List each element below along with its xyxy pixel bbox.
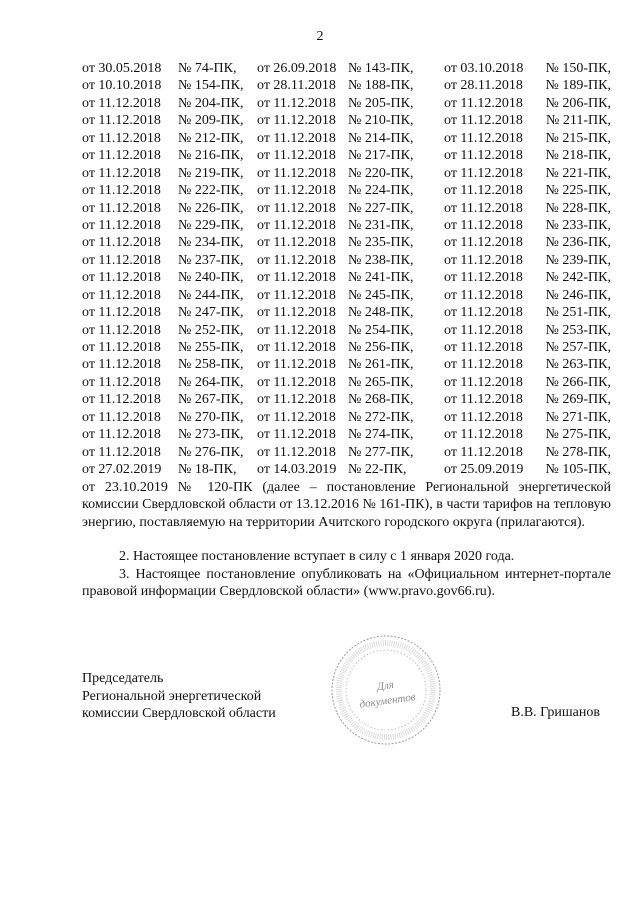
- page-number: 2: [316, 29, 324, 44]
- resolutions-row: [82, 269, 611, 286]
- resolution-number: № 150-ПК,: [545, 61, 611, 76]
- resolution-date: от 11.12.2018: [82, 357, 161, 373]
- resolution-number: № 238-ПК,: [348, 252, 414, 268]
- resolution-number: № 229-ПК,: [178, 217, 244, 233]
- resolution-number: № 216-ПК,: [178, 148, 244, 164]
- resolution-number: № 239-ПК,: [545, 252, 611, 268]
- resolution-number: № 276-ПК,: [178, 444, 244, 460]
- resolutions-row: [82, 426, 611, 443]
- resolution-date: от 11.12.2018: [82, 427, 161, 443]
- resolution-date: от 11.12.2018: [444, 287, 523, 303]
- resolution-number: № 277-ПК,: [348, 444, 414, 460]
- resolution-number: № 217-ПК,: [348, 148, 414, 164]
- signatory-position-line: комиссии Свердловской области: [82, 706, 276, 721]
- resolution-number: № 228-ПК,: [545, 200, 611, 216]
- svg-text:документов: документов: [358, 691, 417, 711]
- resolution-date: от 11.12.2018: [257, 444, 336, 460]
- resolution-date: от 11.12.2018: [257, 235, 336, 251]
- resolutions-row: [82, 287, 611, 304]
- resolution-number: № 255-ПК,: [178, 340, 244, 355]
- resolution-date: от 11.12.2018: [257, 252, 336, 268]
- resolution-date: от 11.12.2018: [82, 165, 161, 181]
- resolution-date: от 11.12.2018: [444, 444, 523, 460]
- resolution-number: № 225-ПК,: [545, 183, 611, 199]
- resolutions-row: [82, 165, 611, 182]
- resolution-number: № 188-ПК,: [348, 78, 414, 94]
- clause-2: 2. Настоящее постановление вступает в силу с 1 января 2020 года.: [119, 549, 515, 564]
- resolution-number: № 268-ПК,: [348, 392, 414, 408]
- resolutions-row: [82, 77, 611, 94]
- resolution-date: от 11.12.2018: [444, 217, 523, 233]
- resolutions-row: [82, 304, 611, 321]
- resolutions-row: [82, 391, 611, 408]
- resolution-number: № 273-ПК,: [178, 427, 244, 443]
- resolution-number: № 257-ПК,: [545, 340, 611, 355]
- resolution-date: от 11.12.2018: [444, 392, 523, 408]
- signatory-position: [82, 670, 276, 723]
- resolutions-list: [82, 60, 611, 479]
- resolution-number: № 246-ПК,: [545, 287, 611, 303]
- resolution-date: от 11.12.2018: [444, 322, 523, 338]
- resolution-date: от 11.12.2018: [82, 235, 161, 251]
- resolution-number: № 266-ПК,: [545, 374, 611, 390]
- resolution-date: от 11.12.2018: [444, 427, 523, 443]
- resolution-date: от 11.12.2018: [257, 148, 336, 164]
- resolution-date: от 11.12.2018: [444, 113, 523, 129]
- resolution-date: от 11.12.2018: [257, 217, 336, 233]
- resolutions-row: [82, 461, 611, 478]
- resolutions-row: [82, 409, 611, 426]
- resolutions-row: [82, 322, 611, 339]
- resolution-number: № 245-ПК,: [348, 287, 414, 303]
- resolutions-row: [82, 252, 611, 269]
- resolution-date: от 11.12.2018: [82, 95, 161, 111]
- resolution-number: № 234-ПК,: [178, 235, 244, 251]
- resolution-date: от 11.12.2018: [257, 305, 336, 321]
- resolution-date: от 11.12.2018: [444, 252, 523, 268]
- signatory-name: В.В. Гришанов: [511, 705, 600, 720]
- resolution-number: № 244-ПК,: [178, 287, 244, 303]
- resolution-date: от 11.12.2018: [257, 392, 336, 408]
- resolution-date: от 11.12.2018: [444, 305, 523, 321]
- clause-3: 3. Настоящее постановление опубликовать на «Официальном интернет-портале правовой информации Свердловской области» (www.pravo.gov66.ru).: [82, 567, 611, 600]
- resolution-number: № 248-ПК,: [348, 305, 414, 321]
- resolution-date: от 11.12.2018: [257, 130, 336, 146]
- resolution-date: от 11.12.2018: [82, 409, 161, 425]
- resolution-date: от 11.12.2018: [82, 217, 161, 233]
- resolution-number: № 275-ПК,: [545, 427, 611, 443]
- resolution-number: № 212-ПК,: [178, 130, 244, 146]
- resolution-date: от 14.03.2019: [257, 462, 337, 478]
- resolution-number: № 251-ПК,: [545, 305, 611, 321]
- resolution-date: от 11.12.2018: [257, 357, 336, 373]
- resolution-number: № 231-ПК,: [348, 217, 414, 233]
- resolution-number: № 143-ПК,: [348, 61, 414, 76]
- resolution-number: № 278-ПК,: [545, 444, 611, 460]
- resolution-number: № 258-ПК,: [178, 357, 244, 373]
- resolution-number: № 189-ПК,: [545, 78, 611, 94]
- resolution-number: № 219-ПК,: [178, 165, 244, 181]
- resolution-date: от 11.12.2018: [82, 130, 161, 146]
- resolution-number: № 256-ПК,: [348, 340, 414, 355]
- resolution-date: от 11.12.2018: [444, 130, 523, 146]
- resolution-number: № 214-ПК,: [348, 130, 414, 146]
- resolution-date: от 11.12.2018: [257, 95, 336, 111]
- resolution-number: № 252-ПК,: [178, 322, 244, 338]
- resolution-date: от 11.12.2018: [257, 374, 336, 390]
- resolution-number: № 253-ПК,: [545, 322, 611, 338]
- resolution-date: от 11.12.2018: [444, 270, 523, 286]
- signatory-position-line: Председатель: [82, 671, 164, 686]
- resolution-number: № 22-ПК,: [348, 462, 407, 478]
- resolution-number: № 206-ПК,: [545, 95, 611, 111]
- svg-text:Для: Для: [376, 678, 395, 694]
- resolution-date: от 11.12.2018: [444, 183, 523, 199]
- resolution-date: от 11.12.2018: [257, 322, 336, 338]
- resolution-date: от 11.12.2018: [82, 148, 161, 164]
- resolution-number: № 269-ПК,: [545, 392, 611, 408]
- resolution-date: от 25.09.2019: [444, 462, 524, 478]
- resolution-date: от 11.12.2018: [82, 183, 161, 199]
- resolution-number: № 233-ПК,: [545, 217, 611, 233]
- resolution-number: № 226-ПК,: [178, 200, 244, 216]
- resolution-date: от 11.12.2018: [257, 165, 336, 181]
- resolution-date: от 26.09.2018: [257, 61, 337, 76]
- resolution-date: от 28.11.2018: [257, 78, 336, 94]
- resolutions-row: [82, 339, 611, 356]
- resolution-date: от 11.12.2018: [82, 444, 161, 460]
- resolutions-row: [82, 217, 611, 234]
- resolution-number: № 270-ПК,: [178, 409, 244, 425]
- resolution-number: № 204-ПК,: [178, 95, 244, 111]
- resolution-date: от 11.12.2018: [444, 409, 523, 425]
- resolution-date: от 11.12.2018: [82, 113, 161, 129]
- resolution-date: от 28.11.2018: [444, 78, 523, 94]
- resolution-number: № 241-ПК,: [348, 270, 414, 286]
- resolutions-row: [82, 444, 611, 461]
- resolution-number: № 264-ПК,: [178, 374, 244, 390]
- resolution-date: от 11.12.2018: [257, 183, 336, 199]
- resolution-number: № 272-ПК,: [348, 409, 414, 425]
- resolution-date: от 11.12.2018: [257, 200, 336, 216]
- resolution-number: № 263-ПК,: [545, 357, 611, 373]
- resolution-date: от 11.12.2018: [444, 165, 523, 181]
- resolution-number: № 205-ПК,: [348, 95, 414, 111]
- resolutions-row: [82, 60, 611, 77]
- resolutions-row: [82, 112, 611, 129]
- resolution-date: от 11.12.2018: [82, 252, 161, 268]
- resolution-number: № 18-ПК,: [178, 462, 237, 478]
- resolution-number: № 221-ПК,: [545, 165, 611, 181]
- resolution-number: № 215-ПК,: [545, 130, 611, 146]
- resolution-date: от 11.12.2018: [82, 392, 161, 408]
- resolutions-row: [82, 234, 611, 251]
- seal-stamp: [328, 632, 444, 748]
- resolution-number: № 222-ПК,: [178, 183, 244, 199]
- resolution-number: № 210-ПК,: [348, 113, 414, 129]
- resolution-date: от 11.12.2018: [82, 287, 161, 303]
- resolution-date: от 11.12.2018: [444, 340, 523, 355]
- resolution-date: от 11.12.2018: [444, 374, 523, 390]
- resolutions-row: [82, 95, 611, 112]
- resolution-date: от 11.12.2018: [82, 322, 161, 338]
- resolution-number: № 240-ПК,: [178, 270, 244, 286]
- resolution-date: от 11.12.2018: [444, 95, 523, 111]
- resolution-date: от 30.05.2018: [82, 61, 162, 76]
- resolution-date: от 27.02.2019: [82, 462, 162, 478]
- resolutions-row: [82, 374, 611, 391]
- resolutions-row: [82, 182, 611, 199]
- resolution-date: от 11.12.2018: [257, 340, 336, 355]
- resolutions-row: [82, 356, 611, 373]
- resolution-number: № 218-ПК,: [545, 148, 611, 164]
- resolution-number: № 235-ПК,: [348, 235, 414, 251]
- resolution-date: от 11.12.2018: [82, 340, 161, 355]
- continuation-paragraph: от 23.10.2019 № 120-ПК (далее – постановление Региональной энергетической комиссии Свердловской области от 13.12.2016 № 161-ПК), в части тарифов на тепловую энергию, поставляемую на территории Ачитского городского округа (прилагаются).: [82, 480, 611, 530]
- resolutions-row: [82, 130, 611, 147]
- resolution-number: № 220-ПК,: [348, 165, 414, 181]
- resolution-number: № 237-ПК,: [178, 252, 244, 268]
- resolution-date: от 11.12.2018: [257, 287, 336, 303]
- resolutions-row: [82, 200, 611, 217]
- signatory-position-line: Региональной энергетической: [82, 688, 262, 704]
- resolution-number: № 267-ПК,: [178, 392, 244, 408]
- resolution-date: от 11.12.2018: [444, 148, 523, 164]
- resolution-date: от 11.12.2018: [257, 409, 336, 425]
- resolution-number: № 211-ПК,: [546, 113, 611, 129]
- resolution-number: № 247-ПК,: [178, 305, 244, 321]
- resolution-number: № 261-ПК,: [348, 357, 414, 373]
- resolution-number: № 209-ПК,: [178, 113, 244, 129]
- resolution-date: от 11.12.2018: [82, 270, 161, 286]
- resolution-date: от 11.12.2018: [257, 427, 336, 443]
- resolution-number: № 224-ПК,: [348, 183, 414, 199]
- resolution-number: № 74-ПК,: [178, 61, 237, 76]
- resolution-date: от 11.12.2018: [82, 374, 161, 390]
- resolutions-row: [82, 147, 611, 164]
- resolution-number: № 242-ПК,: [545, 270, 611, 286]
- resolution-number: № 274-ПК,: [348, 427, 414, 443]
- resolution-date: от 11.12.2018: [444, 357, 523, 373]
- resolution-date: от 03.10.2018: [444, 61, 524, 76]
- resolution-date: от 11.12.2018: [257, 270, 336, 286]
- resolution-date: от 11.12.2018: [82, 305, 161, 321]
- resolution-number: № 105-ПК,: [545, 462, 611, 478]
- resolution-number: № 254-ПК,: [348, 322, 414, 338]
- resolution-number: № 271-ПК,: [545, 409, 611, 425]
- resolution-number: № 154-ПК,: [178, 78, 244, 94]
- resolution-number: № 236-ПК,: [545, 235, 611, 251]
- resolution-date: от 11.12.2018: [257, 113, 336, 129]
- resolution-date: от 10.10.2018: [82, 78, 162, 94]
- resolution-date: от 11.12.2018: [444, 200, 523, 216]
- resolution-number: № 227-ПК,: [348, 200, 414, 216]
- resolution-date: от 11.12.2018: [82, 200, 161, 216]
- resolution-date: от 11.12.2018: [444, 235, 523, 251]
- resolution-number: № 265-ПК,: [348, 374, 414, 390]
